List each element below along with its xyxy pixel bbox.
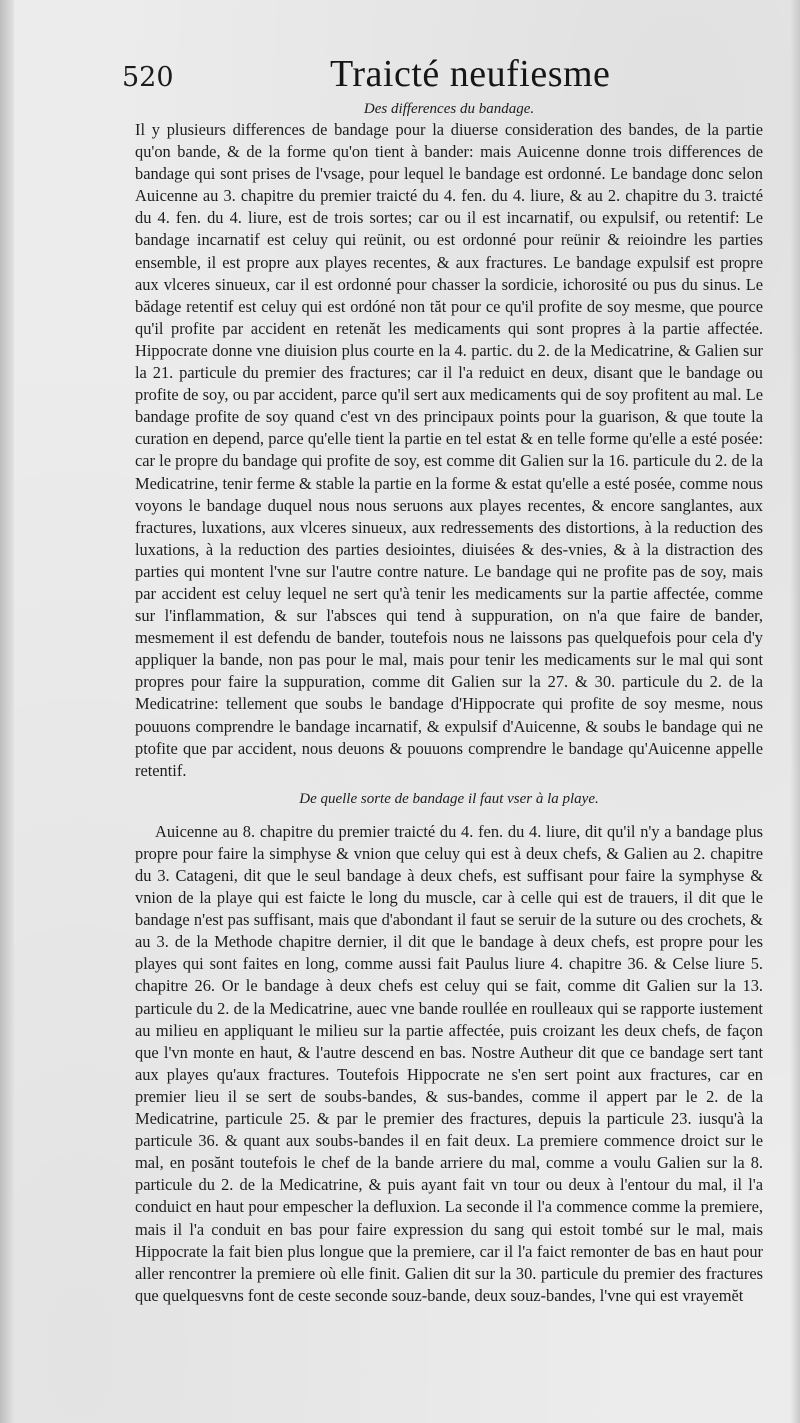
page-number: 520 — [122, 62, 174, 93]
page-header — [0, 52, 800, 102]
book-spine-shadow — [0, 0, 14, 1423]
page-edge-shadow — [790, 0, 800, 1423]
page-body — [135, 100, 763, 1307]
paragraph-bandage-playe: Auicenne au 8. chapitre du premier traicté du 4. fen. du 4. liure, dit qu'il n'y a bandage plus propre pour faire la simphyse & vnion que celuy qui est à deux chefs, & Galien au 2. chapitre du 3. Catageni, dit que le seul bandage à deux chefs, est suffisant pour faire la symphyse & vnion de la playe qui est faicte le long du muscle, car à celle qui est de trauers, il dit que le bandage n'est pas suffisant, mais que d'abondant il faut se seruir de la suture ou des crochets, & au 3. de la Methode chapitre dernier, il dit que le bandage à deux chefs, est propre pour les playes qui sont faites en long, comme aussi fait Paulus liure 4. chapitre 36. & Celse liure 5. chapitre 26. Or le bandage à deux chefs est celuy qui se fait, comme dit Galien sur la 13. particule du 2. de la Medicatrine, auec vne bande roullée en roulleaux qui se rapporte iustement au milieu en appliquant le milieu sur la partie affectée, puis croizant les deux chefs, de façon que l'vn monte en haut, & l'autre descend en bas. Nostre Autheur dit que ce bandage sert tant aux playes qu'aux fractures. Toutefois Hippocrate ne s'en sert point aux fractures, car en premier lieu il se sert de soubs-bandes, & sus-bandes, comme il appert par le 2. de la Medicatrine, particule 25. & par le premier des fractures, depuis la particule 23. iusqu'à la particule 36. & quant aux soubs-bandes il en fait deux. La premiere commence droict sur le mal, en posănt toutefois le chef de la bande arriere du mal, comme a voulu Galien sur la 8. particule du 2. de la Medicatrine, & puis ayant fait vn tour ou deux à l'entour du mal, il l'a conduict en haut pour empescher la defluxion. La seconde il l'a commence comme la premiere, mais il l'a conduit en bas pour faire expression du sang qui estoit tombé sur le mal, mais Hippocrate la fait bien plus longue que la premiere, car il l'a faict remonter de bas en haut pour aller rencontrer la premiere où elle finit. Galien dit sur la 30. particule du premier des fractures que quelquesvns font de ceste seconde souz-bande, deux souz-bandes, l'vne qui est vrayemĕt — [135, 821, 763, 1305]
section-heading-bandage-playe: De quelle sorte de bandage il faut vser à la playe. — [299, 790, 599, 807]
paragraph-differences: Il y plusieurs differences de bandage pour la diuerse consideration des bandes, de la partie qu'on bande, & de la forme qu'on tient à bander: mais Auicenne donne trois differences de bandage qui sont prises de l'vsage, pour lequel le bandage est ordonné. Le bandage donc selon Auicenne au 3. chapitre du premier traicté du 4. fen. du 4. liure, & au 2. chapitre du 3. traicté du 4. fen. du 4. liure, est de trois sortes; car ou il est incarnatif, ou expulsif, ou retentif: Le bandage incarnatif est celuy qui reünit, ou est ordonné pour reünir & reioindre les parties ensemble, il est propre aux playes recentes, & aux fractures. Le bandage expulsif est propre aux vlceres sinueux, car il est ordonné pour chasser la sordicie, ichorosité ou pus du sinus. Le bădage retentif est celuy qui est ordóné non tăt pour ce qu'il profite de soy mesme, que pource qu'il profite par accident en retenăt les medicaments qui sont propres à la partie affectée. Hippocrate donne vne diuision plus courte en la 4. partic. du 2. de la Medicatrine, & Galien sur la 21. particule du premier des fractures; car il l'a reduict en deux, disant que le bandage ou profite de soy, ou par accident, parce qu'il sert aux medicaments qui de soy profitent au mal. Le bandage profite de soy quand c'est vn des principaux points pour la guarison, & que toute la curation en depend, parce qu'elle tient la partie en tel estat & en telle forme qu'elle a esté posée: car le propre du bandage qui profite de soy, est comme dit Galien sur la 16. particule du 2. de la Medicatrine, tenir ferme & stable la partie en la forme & estat qu'elle a esté posée, comme nous voyons le bandage duquel nous nous seruons aux playes recentes, & encore sanglantes, aux fractures, luxations, aux vlceres sinueux, aux redressements des distortions, à la reduction des luxations, à la reduction des parties desiointes, diuisées & des-vnies, & à la distraction des parties qui montent l'vne sur l'autre contre nature. Le bandage qui ne profite pas de soy, mais par accident est celuy lequel ne sert qu'à tenir les medicaments sur la partie affectée, comme sur l'inflammation, & sur l'absces qui tend à suppuration, on n'a que faire de bander, mesmement il est defendu de bander, toutefois nous ne laissons pas quelquefois pour cela d'y appliquer la bande, non pas pour le mal, mais pour tenir les medicaments sur le mal qui sont propres pour faire la suppuration, comme dit Galien sur la 27. & 30. particule du 2. de la Medicatrine: tellement que soubs le bandage d'Hippocrate qui profite de soy mesme, nous pouuons comprendre le bandage incarnatif, & expulsif d'Auicenne, & soubs le bandage qui ne ptofite que par accident, nous deuons & pouuons comprendre le bandage qu'Auicenne appelle retentif. — [135, 120, 763, 780]
running-title: Traicté neufiesme — [330, 53, 611, 95]
section-heading-differences: Des differences du bandage. — [363, 101, 535, 117]
